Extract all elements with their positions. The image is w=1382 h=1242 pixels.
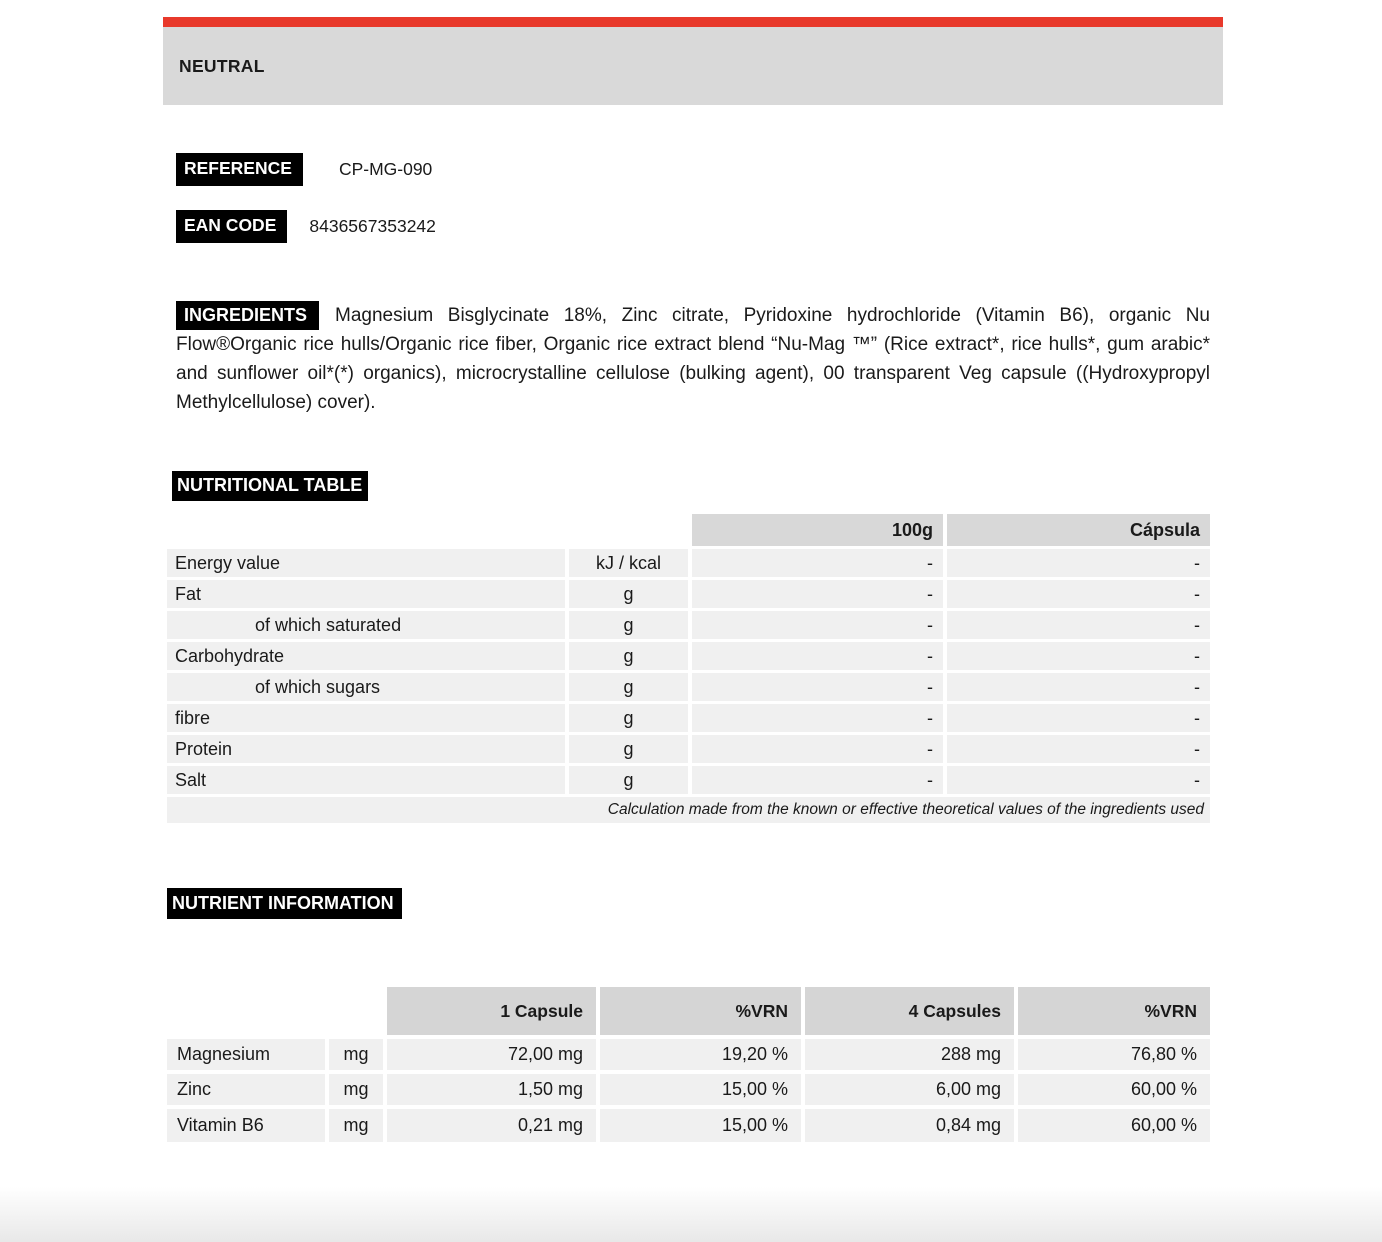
- row-unit: g: [567, 703, 690, 734]
- col-header-1-capsule: 1 Capsule: [385, 987, 598, 1037]
- nutrient-information-label: NUTRIENT INFORMATION: [167, 888, 402, 920]
- nutritional-table-label: NUTRITIONAL TABLE: [172, 471, 368, 501]
- nutrient-unit: mg: [327, 1037, 385, 1072]
- four-capsules-value: 288 mg: [803, 1037, 1016, 1072]
- row-unit: g: [567, 610, 690, 641]
- row-100g-value: -: [690, 703, 945, 734]
- row-unit: g: [567, 579, 690, 610]
- row-name: Energy value: [167, 548, 567, 579]
- row-unit: g: [567, 765, 690, 796]
- row-capsule-value: -: [945, 610, 1210, 641]
- row-name: fibre: [167, 703, 567, 734]
- nutrient-table-header: [167, 987, 1210, 1037]
- row-100g-value: -: [690, 548, 945, 579]
- spec-sheet: [163, 17, 1223, 1142]
- page-bottom-shadow: [0, 1187, 1382, 1242]
- table-row: [167, 672, 1210, 703]
- vrn-4-value: 60,00 %: [1016, 1107, 1210, 1142]
- row-unit: g: [567, 641, 690, 672]
- one-capsule-value: 1,50 mg: [385, 1072, 598, 1107]
- ingredients-paragraph: [176, 301, 1210, 418]
- vrn-1-value: 15,00 %: [598, 1107, 803, 1142]
- row-unit: g: [567, 734, 690, 765]
- row-100g-value: -: [690, 579, 945, 610]
- row-capsule-value: -: [945, 765, 1210, 796]
- row-capsule-value: -: [945, 579, 1210, 610]
- vrn-4-value: 76,80 %: [1016, 1037, 1210, 1072]
- row-name: Salt: [167, 765, 567, 796]
- red-accent-bar: [163, 17, 1223, 27]
- one-capsule-value: 72,00 mg: [385, 1037, 598, 1072]
- nutrient-information-table: [167, 987, 1210, 1142]
- empty-header-cell: [327, 987, 385, 1037]
- empty-header-cell: [567, 514, 690, 548]
- row-capsule-value: -: [945, 672, 1210, 703]
- table-row: [167, 1107, 1210, 1142]
- page-title: NEUTRAL: [179, 55, 265, 76]
- row-name: of which sugars: [167, 672, 567, 703]
- table-footnote-row: [167, 796, 1210, 823]
- empty-header-cell: [167, 987, 327, 1037]
- row-100g-value: -: [690, 610, 945, 641]
- col-header-4-capsules: 4 Capsules: [803, 987, 1016, 1037]
- table-row: [167, 641, 1210, 672]
- nutrient-name: Magnesium: [167, 1037, 327, 1072]
- row-100g-value: -: [690, 641, 945, 672]
- header-band: [163, 27, 1223, 105]
- row-unit: kJ / kcal: [567, 548, 690, 579]
- table-row: [167, 734, 1210, 765]
- row-capsule-value: -: [945, 734, 1210, 765]
- row-100g-value: -: [690, 734, 945, 765]
- ean-row: [176, 210, 1223, 243]
- ean-label: EAN CODE: [176, 210, 287, 243]
- row-name: of which saturated: [167, 610, 567, 641]
- vrn-1-value: 15,00 %: [598, 1072, 803, 1107]
- row-name: Fat: [167, 579, 567, 610]
- table-row: [167, 610, 1210, 641]
- nutritional-table: [167, 514, 1210, 823]
- col-header-vrn-4: %VRN: [1016, 987, 1210, 1037]
- col-header-capsula: Cápsula: [945, 514, 1210, 548]
- nutrient-name: Zinc: [167, 1072, 327, 1107]
- row-100g-value: -: [690, 765, 945, 796]
- nutrient-unit: mg: [327, 1072, 385, 1107]
- ean-value: 8436567353242: [309, 215, 436, 236]
- one-capsule-value: 0,21 mg: [385, 1107, 598, 1142]
- four-capsules-value: 6,00 mg: [803, 1072, 1016, 1107]
- table-row: [167, 548, 1210, 579]
- reference-label: REFERENCE: [176, 153, 303, 186]
- table-row: [167, 703, 1210, 734]
- nutritional-table-section: [172, 471, 1223, 501]
- table-row: [167, 579, 1210, 610]
- row-name: Protein: [167, 734, 567, 765]
- col-header-100g: 100g: [690, 514, 945, 548]
- row-100g-value: -: [690, 672, 945, 703]
- four-capsules-value: 0,84 mg: [803, 1107, 1016, 1142]
- table-footnote: Calculation made from the known or effective theoretical values of the ingredients used: [167, 796, 1210, 823]
- row-unit: g: [567, 672, 690, 703]
- row-capsule-value: -: [945, 548, 1210, 579]
- nutritional-table-header: [167, 514, 1210, 548]
- row-capsule-value: -: [945, 703, 1210, 734]
- col-header-vrn-1: %VRN: [598, 987, 803, 1037]
- nutrient-information-section: [167, 888, 1223, 920]
- empty-header-cell: [167, 514, 567, 548]
- nutrient-name: Vitamin B6: [167, 1107, 327, 1142]
- ingredients-label: INGREDIENTS: [176, 301, 319, 331]
- row-capsule-value: -: [945, 641, 1210, 672]
- reference-row: [176, 153, 1223, 186]
- nutrient-unit: mg: [327, 1107, 385, 1142]
- vrn-1-value: 19,20 %: [598, 1037, 803, 1072]
- reference-value: CP-MG-090: [338, 158, 433, 179]
- table-row: [167, 1037, 1210, 1072]
- ingredients-text: Magnesium Bisglycinate 18%, Zinc citrate, Pyridoxine hydrochloride (Vitamin B6), organic Nu Flow®Organic rice hulls/Organic rice fiber, Organic rice extract blend “Nu-Mag ™” (Rice extract*, rice hulls*, gum arabic* and sunflower oil*(*) organics), microcrystalline cellulose (bulking agent), 00 transparent Veg capsule ((Hydroxypropyl Methylcellulose) cover).: [176, 304, 1210, 414]
- table-row: [167, 1072, 1210, 1107]
- row-name: Carbohydrate: [167, 641, 567, 672]
- vrn-4-value: 60,00 %: [1016, 1072, 1210, 1107]
- table-row: [167, 765, 1210, 796]
